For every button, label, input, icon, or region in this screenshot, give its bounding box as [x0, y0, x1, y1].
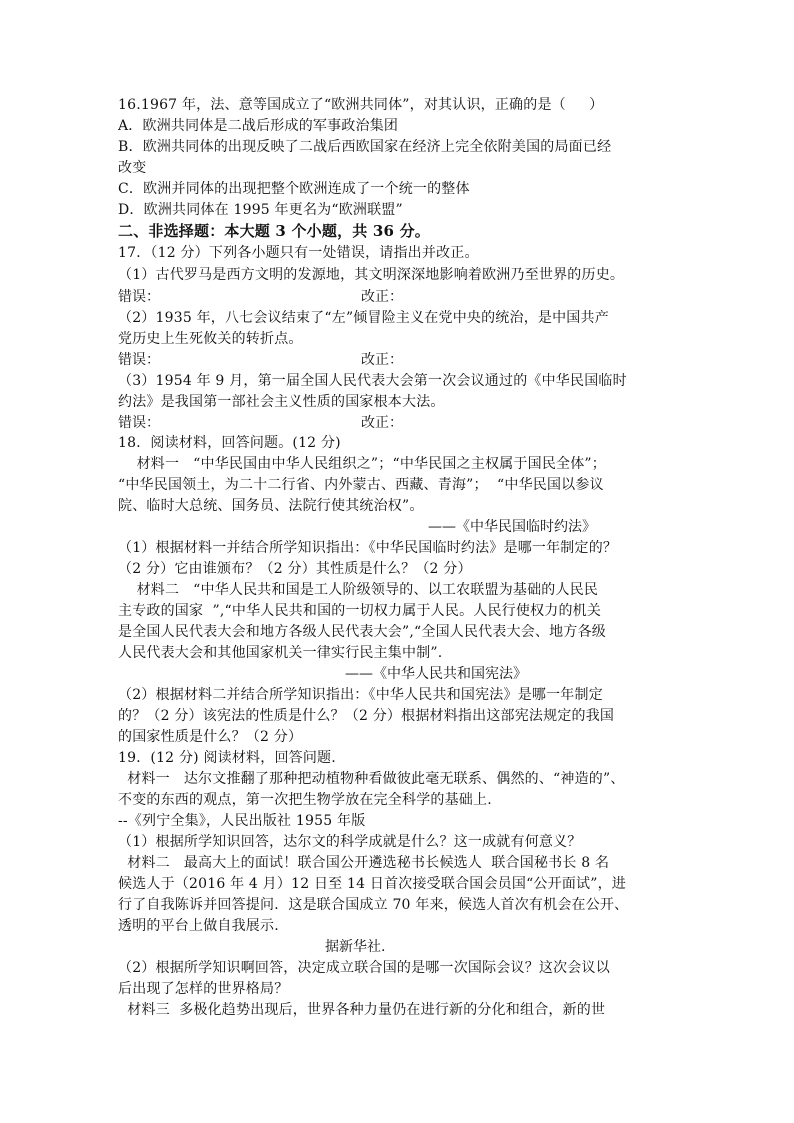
q16-option-c: C．欧洲并同体的出现把整个欧洲连成了一个统一的整体 — [118, 181, 470, 197]
correction-label: 改正： — [361, 352, 403, 368]
q19-material2-source: 据新华社. — [325, 939, 386, 955]
q19-question1: （1）根据所学知识回答，达尔文的科学成就是什么？这一成就有何意义？ — [118, 834, 582, 850]
correction-label: 改正： — [361, 415, 403, 431]
q18-material2-line2: 主专政的国家 ”,“中华人民共和国的一切权力属于人民。人民行使权力的机关 — [118, 603, 602, 619]
q19-material1-source: --《列宁全集》，人民出版社 1955 年版 — [118, 813, 366, 829]
q17-part3-line2: 约法》是我国第一部社会主义性质的国家根本大法。 — [118, 394, 445, 410]
error-label: 错误： — [118, 415, 160, 431]
q18-material2-source: ——《中华人民共和国宪法》 — [345, 666, 527, 682]
q16-option-b-line2: 改变 — [118, 160, 147, 176]
q18-stem: 18．阅读材料，回答问题。(12 分) — [118, 435, 341, 451]
q19-material2-line1: 材料二 最高大上的面试！联合国公开遴选秘书长候选人 联合国秘书长 8 名 — [118, 855, 610, 871]
q18-question2-line2: 的？（2 分）该宪法的性质是什么？（2 分）根据材料指出这部宪法规定的我国 — [118, 708, 615, 724]
q19-material2-line4: 透明的平台上做自我展示. — [118, 918, 279, 934]
q19-question2-line1: （2）根据所学知识啊回答，决定成立联合国的是哪一次国际会议？这次会议以 — [118, 960, 610, 976]
q17-stem: 17．（12 分）下列各小题只有一处错误，请指出并改正。 — [118, 245, 479, 261]
q17-part3-answer-row — [118, 413, 678, 434]
q19-material2-line2: 候选人于（2016 年 4 月）12 日至 14 日首次接受联合国会员国“公开面试”，进 — [118, 876, 626, 892]
q18-question2-line1: （2）根据材料二并结合所学知识指出：《中华人民共和国宪法》是哪一年制定 — [118, 687, 603, 703]
q17-part3-line1: （3）1954 年 9 月，第一届全国人民代表大会第一次会议通过的《中华民国临时 — [118, 373, 627, 389]
q16-option-a: A．欧洲共同体是二战后形成的军事政治集团 — [118, 118, 399, 134]
q17-part2-line1: （2）1935 年，八七会议结束了“左”倾冒险主义在党中央的统治，是中国共产 — [118, 310, 609, 326]
q18-question2-line3: 的国家性质是什么？（2 分） — [118, 729, 303, 745]
q19-stem: 19．(12 分) 阅读材料，回答问题. — [118, 750, 336, 766]
q18-question1-line1: （1）根据材料一并结合所学知识指出：《中华民国临时约法》是哪一年制定的？ — [118, 540, 618, 556]
q19-material2-line3: 行了自我陈诉并回答提问．这是联合国成立 70 年来，候选人首次有机会在公开、 — [118, 897, 629, 913]
q18-material1-line2: “中华民国领土，为二十二行省、内外蒙古、西藏、青海”； “中华民国以参议 — [118, 477, 604, 493]
q18-material1-line3: 院、临时大总统、国务员、法院行使其统治权”。 — [118, 498, 424, 514]
correction-label: 改正： — [361, 289, 403, 305]
error-label: 错误： — [118, 289, 160, 305]
q18-material2-line3: 是全国人民代表大会和地方各级人民代表大会”,“全国人民代表大会、地方各级 — [118, 624, 606, 640]
q16-option-b-line1: B．欧洲共同体的出现反映了二战后西欧国家在经济上完全依附美国的局面已经 — [118, 139, 612, 155]
q19-material1-line1: 材料一 达尔文推翻了那种把动植物种看做彼此毫无联系、偶然的、“神造的”、 — [118, 771, 625, 787]
q16-option-d: D．欧洲共同体在 1995 年更名为“欧洲联盟” — [118, 202, 403, 218]
q19-material3-line1: 材料三 多极化趋势出现后，世界各种力量仍在进行新的分化和组合，新的世 — [118, 1002, 606, 1018]
q18-material1-source: ——《中华民国临时约法》 — [428, 519, 596, 535]
error-label: 错误： — [118, 352, 160, 368]
q17-part1: （1）古代罗马是西方文明的发源地，其文明深深地影响着欧洲乃至世界的历史。 — [118, 267, 625, 283]
q16-stem: 16.1967 年，法、意等国成立了“欧洲共同体”，对其认识，正确的是（ ） — [118, 97, 604, 113]
q18-material2-line1: 材料二 “中华人民共和国是工人阶级领导的、以工农联盟为基础的人民民 — [118, 582, 599, 598]
q17-part2-line2: 党历史上生死攸关的转折点。 — [118, 331, 303, 347]
q19-material1-line2: 不变的东西的观点，第一次把生物学放在完全科学的基础上. — [118, 792, 492, 808]
q17-part2-answer-row — [118, 350, 678, 371]
q18-question1-line2: （2 分）它由谁颁布？（2 分）其性质是什么？（2 分） — [118, 561, 472, 577]
q19-question2-line2: 后出现了怎样的世界格局？ — [118, 981, 289, 997]
section-2-title: 二、非选择题：本大题 3 个小题，共 36 分。 — [118, 222, 431, 240]
q18-material2-line4: 人民代表大会和其他国家机关一律实行民主集中制”. — [118, 645, 443, 661]
q17-part1-answer-row — [118, 287, 678, 308]
q18-material1-line1: 材料一 “中华民国由中华人民组织之”；“中华民国之主权属于国民全体”； — [118, 456, 606, 472]
